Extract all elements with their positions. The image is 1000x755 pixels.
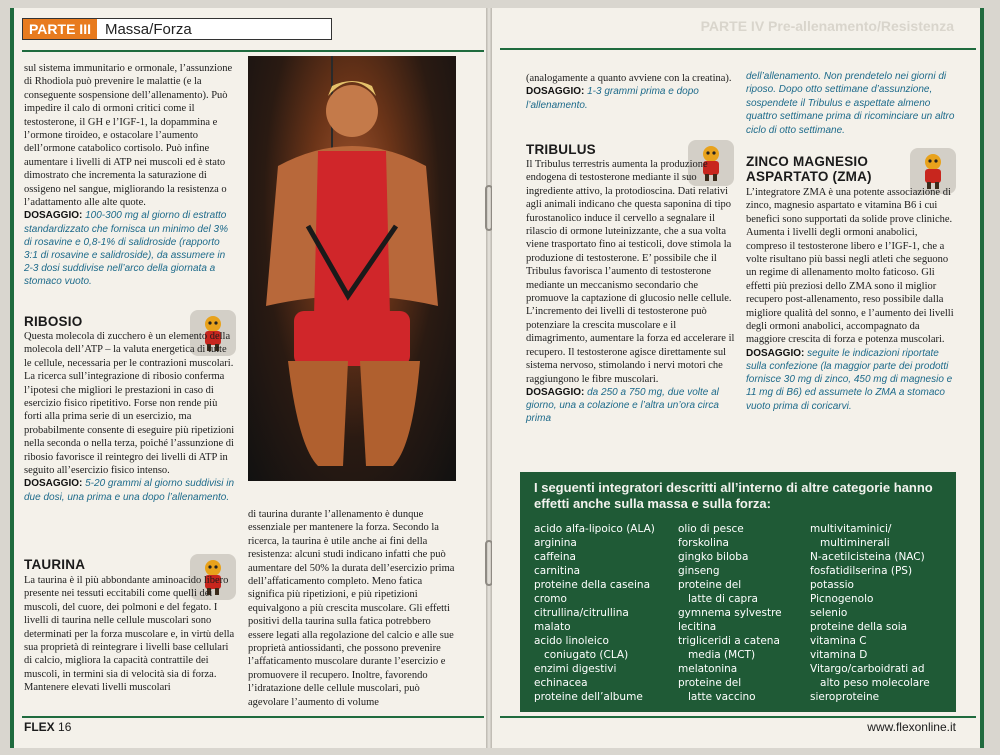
supplement-item: fosfatidilserina (PS) — [810, 565, 913, 577]
supplement-item: malato — [534, 621, 571, 633]
supplement-item: latte vaccino — [678, 691, 756, 703]
rhodiola-text: sul sistema immunitario e ormonale, l’assunzione di Rhodiola può prevenire le malattie (e la conseguente sospensione dell’allenamento). Può impedire il calo di ormoni critici come il testosterone, il GH e l’IGF-1, la dopammina e l’ormone tiroideo, e ostacolare l’aumento dell’ormone catabolico cortisolo. Può infine aumentare i livelli di ATP nei muscoli ed è stato dimostrato che incrementa la saturazione di ossigeno nel sangue, migliorando la resistenza o l’adattamento alle alte quote. — [24, 63, 233, 209]
left-column-1 — [24, 62, 236, 289]
supplement-item: latte di capra — [678, 593, 758, 605]
supplement-item: potassio — [810, 579, 854, 591]
related-supplements-box — [520, 472, 956, 712]
taurina-continued-text: di taurina durante l’allenamento è dunque essenziale per mantenere la forza. Secondo la ricerca, la taurina è utile anche ai fini della resistenza: alcuni studi indicano infatti che può aumentare del 50% la durata dell’esercizio prima dell’affaticamento completo. Meno fatica significa più ripetizioni, e più ripetizioni equivalgono a più crescita muscolare. Gli effetti positivi della taurina sulla fatica potrebbero essere legati alla regolazione del calcio e alle sue proprietà antiossidanti, che possono prevenire l’affaticamento muscolare durante l’esercizio e promuovere il recupero. Inoltre, favorendo l’idratazione delle cellule muscolari, può agevolare l’aumento di volume — [248, 509, 455, 708]
supplement-item: proteine della caseina — [534, 579, 650, 591]
ribosio-section — [24, 330, 236, 504]
supplement-item: trigliceridi a catena — [678, 635, 780, 647]
zma-section — [746, 186, 958, 413]
supplement-item: arginina — [534, 537, 577, 549]
creatina-dosage: DOSAGGIO: 1-3 grammi prima e dopo l’allenamento. — [526, 86, 699, 111]
ribosio-text: Questa molecola di zucchero è un elemento della molecola dell’ATP – la valuta energetica di tutte le cellule, necessaria per le contrazioni muscolari. La ricerca sull’integrazione di ribosio conferma l’ipotesi che migliori le prestazioni in caso di esercizio fisico ripetitivo. Forse non rende più forti alla prima serie di un esercizio, ma probabilmente consente di eseguire più ripetizioni nella seconda o nella terza, poiché l’assunzione di ribosio favorisce il reintegro dei livelli di ATP in seguito all’esercizio fisico intenso. — [24, 331, 235, 477]
footer-brand: FLEX — [24, 720, 55, 734]
footer-divider — [22, 716, 484, 718]
right-page — [492, 8, 984, 748]
supplement-item: N-acetilcisteina (NAC) — [810, 551, 925, 563]
supplement-item: proteine del — [678, 677, 742, 689]
supplement-item: cromo — [534, 593, 567, 605]
left-column-2 — [248, 508, 458, 709]
page-number: 16 — [58, 720, 72, 734]
right-column-1 — [526, 72, 736, 112]
supplement-item: gymnema sylvestre — [678, 607, 782, 619]
supplement-item: multivitaminici/ — [810, 523, 892, 535]
tribulus-section — [526, 158, 736, 426]
supplement-item: gingko biloba — [678, 551, 749, 563]
supplement-item: citrullina/citrullina — [534, 607, 629, 619]
supplement-item: proteine dell’albume — [534, 691, 643, 703]
supplement-item: forskolina — [678, 537, 729, 549]
supplement-item: sieroproteine — [810, 691, 880, 703]
section-title: Massa/Forza — [104, 20, 192, 38]
taurina-text: La taurina è il più abbondante aminoacido libero presente nei tessuti eccitabili come quelli dei muscoli, del cuore, dei polmoni e del fegato. I livelli di taurina nelle cellule muscolari sono determinati per la forza muscolare e, in virtù della sua proprietà di reintegrare i livelli base cellulari di calcio, migliora la capacità contrattile dei muscoli, in termini sia di velocità sia di forza. Mantenere elevati livelli muscolari — [24, 575, 235, 694]
supplement-item: Picnogenolo — [810, 593, 874, 605]
supplement-item: vitamina D — [810, 649, 868, 661]
supplement-item: ginseng — [678, 565, 720, 577]
header-divider — [500, 48, 976, 50]
supplement-item: proteine del — [678, 579, 742, 591]
supplement-item: acido linoleico — [534, 635, 609, 647]
left-page — [14, 8, 486, 748]
zma-dosage: DOSAGGIO: seguite le indicazioni riportate sulla confezione (la maggior parte dei prodotti fornisce 30 mg di zinco, 450 mg di magnesio e 11 mg di B6) ed assumete lo ZMA a stomaco vuoto prima di coricarvi. — [746, 347, 953, 412]
footer-url: www.flexonline.it — [867, 720, 956, 734]
header-divider — [22, 50, 484, 52]
taurina-section — [24, 574, 236, 695]
supplement-item: multiminerali — [810, 537, 890, 549]
supplement-list-col-1 — [534, 522, 655, 704]
zma-heading: ZINCO MAGNESIO ASPARTATO (ZMA) — [746, 154, 872, 184]
supplement-list-col-2 — [678, 522, 782, 704]
supplement-item: selenio — [810, 607, 848, 619]
tribulus-dosage-continued: dell’allenamento. Non prendetelo nei giorni di riposo. Dopo otto settimane d’assunzione, sospendete il Tribulus e aspettate almeno quattro settimane prima di ricominciare un altro ciclo di otto settimane. — [746, 71, 955, 136]
supplement-item: echinacea — [534, 677, 588, 689]
ghost-header: PARTE IV Pre-allenamento/Resistenza — [700, 18, 954, 34]
ribosio-dosage: DOSAGGIO: 5-20 grammi al giorno suddivisi in due dosi, una prima e una dopo l’allenamento. — [24, 478, 235, 503]
section-part-label: PARTE III — [23, 19, 97, 39]
supplement-item: carnitina — [534, 565, 581, 577]
footer-divider — [500, 716, 976, 718]
supplement-item: coniugato (CLA) — [534, 649, 629, 661]
supplement-item: acido alfa-lipoico (ALA) — [534, 523, 655, 535]
supplement-item: olio di pesce — [678, 523, 744, 535]
supplement-item: caffeina — [534, 551, 576, 563]
supplement-item: enzimi digestivi — [534, 663, 617, 675]
bodybuilder-photo — [248, 56, 456, 481]
right-edge-stripe — [980, 8, 984, 748]
footer-left — [24, 720, 71, 734]
section-header — [22, 18, 332, 40]
left-edge-stripe — [10, 8, 14, 748]
supplement-list-col-3 — [810, 522, 930, 704]
tribulus-dosage: DOSAGGIO: da 250 a 750 mg, due volte al giorno, una a colazione e l’altra un’ora circa prima — [526, 386, 719, 425]
zma-text: L’integratore ZMA è una potente associazione di zinco, magnesio aspartato e vitamina B6 i cui benefici sono supportati da solide prove cliniche. Aumenta i livelli degli ormoni anabolici, compreso il testosterone libero e l’IGF-1, che a volte risultano più bassi negli atleti che seguono un regime di allenamento molto faticoso. Gli effetti più preziosi dello ZMA sono il miglior recupero post-allenamento, reso possibile dalla migliore qualità del sonno, e l’aumento dei livelli degli ormoni anabolici, accompagnato da maggiore crescita di forza e potenza muscolari. — [746, 187, 954, 346]
supplement-item: melatonina — [678, 663, 738, 675]
supplement-item: alto peso molecolare — [810, 677, 930, 689]
supplement-item: lecitina — [678, 621, 717, 633]
rhodiola-dosage: DOSAGGIO: 100-300 mg al giorno di estratto standardizzato che fornisca un minimo del 3% di rosavine e 0,8-1% di salidroside (rapporto 3:1 di rosavine e salidroside), da assumere in 2-3 dosi suddivise nell’arco della giornata a stomaco vuoto. — [24, 210, 228, 288]
ribosio-heading: RIBOSIO — [24, 314, 83, 329]
supplement-item: proteine della soia — [810, 621, 908, 633]
taurina-heading: TAURINA — [24, 557, 86, 572]
supplement-item: media (MCT) — [678, 649, 756, 661]
creatina-continued: (analogamente a quanto avviene con la creatina). — [526, 73, 732, 84]
tribulus-text: Il Tribulus terrestris aumenta la produzione endogena di testosterone mediante il suo ingrediente attivo, la protodioscina. Dati relativi agli animali indicano che questa saponina di tipo furostanolico induce il cervello a segnalare il rilascio di ormone luteinizzante, che a sua volta viene trasportato fino ai testicoli, dove stimola la produzione di testosterone. E’ possibile che il Tribulus favorisca l’aumento di testosterone mediante un meccanismo secondario che promuove la captazione di glucosio nelle cellule. L’incremento dei livelli di testosterone può potenziare la crescita muscolare e il dimagrimento, aumentare la forza ed accelerare il recupero. Il testosterone agisce direttamente sul sistema nervoso, stimolando i nervi motori che raggiungono le fibre muscolari. — [526, 159, 735, 385]
tribulus-heading: TRIBULUS — [526, 142, 596, 157]
box-title: I seguenti integratori descritti all’interno di altre categorie hanno effetti anche sulla massa e sulla forza: — [534, 480, 933, 511]
supplement-item: Vitargo/carboidrati ad — [810, 663, 925, 675]
supplement-item: vitamina C — [810, 635, 867, 647]
